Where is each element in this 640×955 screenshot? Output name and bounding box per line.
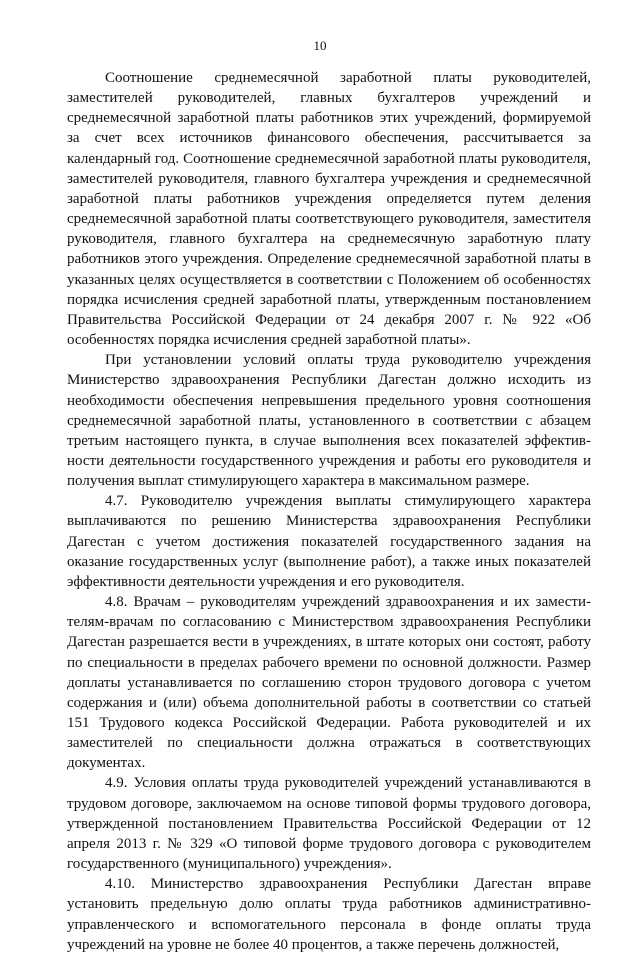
page-number: 10	[313, 38, 327, 53]
paragraph-salary-ratio: Соотношение среднемесячной заработной платы руководителей, заместителей руководителей, главных бухгалтеров учреждений и среднемесячной заработной платы работников этих учреждений, формируемой за счет всех источников финансового обеспечения, рассчитывается за календарный год. Соотношение среднемесячной заработной платы руководителя, заместителей руководителя, главного бухгалтера учреждения и среднемесячной заработной платы работников учреждения определяется путем деления среднемесячной заработной платы соответствующего руководителя, заместителя руководителя, главного бухгалтера на среднемесячную заработную плату работников этого учреждения. Определение среднемесячной заработной платы в указанных целях осуществляется в соответствии с Положением об особенностях порядка исчисления средней заработной платы, утвержденным постановлением Правительства Российской Федерации от 24 декабря 2007 г. № 922 «Об особенностях порядка исчисления средней заработной платы».	[67, 70, 591, 349]
paragraph-4-7: 4.7. Руководителю учреждения выплаты стимулирующего характера выплачиваются по решению Министерства здравоохранения Республики Дагестан с учетом достижения показателей государственного задания на оказание государственных услуг (выполнение работ), а также иных показателей эффективности деятельности учреждения и его руководителя.	[67, 493, 591, 590]
document-body	[67, 68, 591, 955]
paragraph-4-10: 4.10. Министерство здравоохранения Республики Дагестан вправе установить предельную долю оплаты труда работников административно-управленческого и вспомогательного персонала в фонде оплаты труда учреждений на уровне не более 40 процентов, а также перечень должностей,	[67, 876, 591, 953]
paragraph-pay-conditions: При установлении условий оплаты труда руководителю учреждения Министерство здравоохранения Республики Дагестан должно исходить из необходимости обеспечения непревышения предельного уровня соотношения среднемесячной заработной платы, установленного в соответствии с абзацем третьим настоящего пункта, в случае выполнения всех показателей эффективности деятельности государственного учреждения и работы его руководителя и получения выплат стимулирующего характера в максимальном размере.	[67, 352, 591, 490]
paragraph-4-8: 4.8. Врачам – руководителям учреждений здравоохранения и их заместителям-врачам по согласованию с Министерством здравоохранения Республики Дагестан разрешается вести в учреждениях, в штате которых они состоят, работу по специальности в пределах рабочего времени по основной должности. Размер доплаты устанавливается по соглашению сторон трудового договора с учетом содержания и (или) объема дополнительной работы в соответствии со статьей 151 Трудового кодекса Российской Федерации. Работа руководителей и их заместителей по специальности должна отражаться в соответствующих документах.	[67, 594, 591, 772]
paragraph-4-9: 4.9. Условия оплаты труда руководителей учреждений устанавливаются в трудовом договоре, заключаемом на основе типовой формы трудового договора, утвержденной постановлением Правительства Российской Федерации от 12 апреля 2013 г. № 329 «О типовой форме трудового договора с руководителем государственного (муниципального) учреждения».	[67, 775, 591, 873]
